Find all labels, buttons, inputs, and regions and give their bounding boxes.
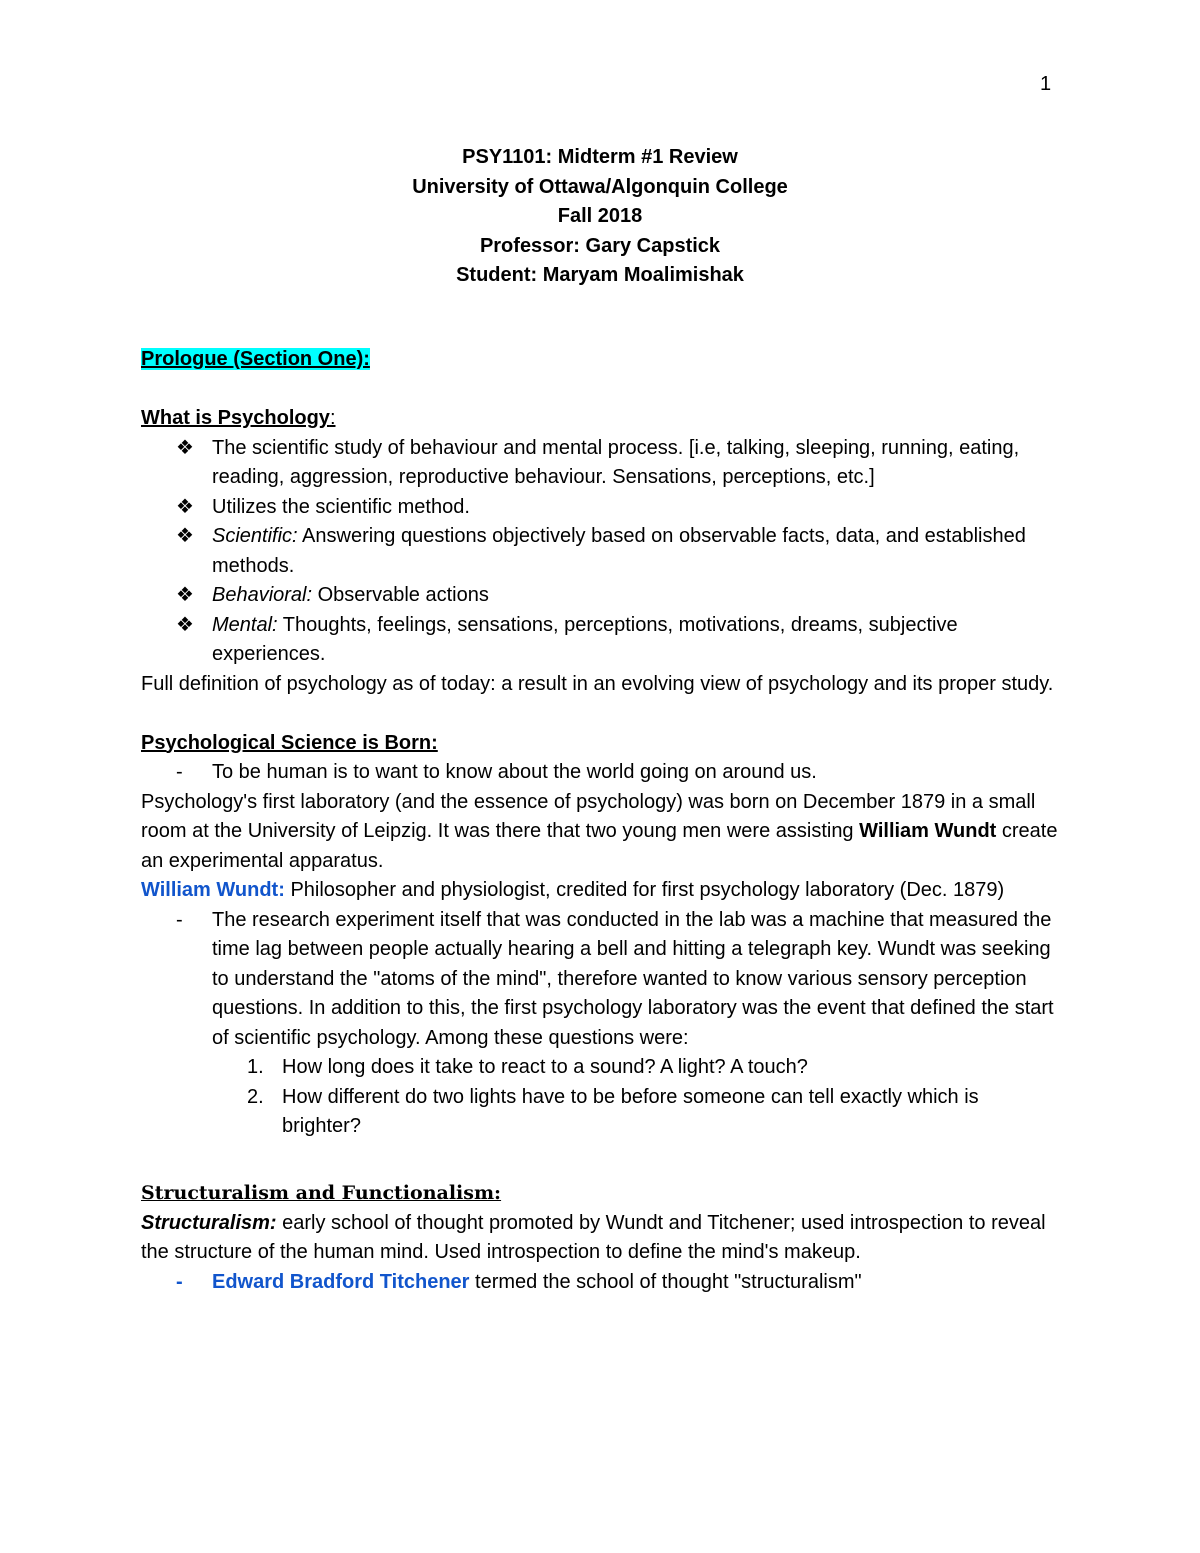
structuralism-heading: Structuralism and Functionalism: bbox=[141, 1182, 502, 1204]
diamond-bullet-icon: ❖ bbox=[176, 584, 194, 606]
numbered-item: 1. How long does it take to react to a sound? A light? A touch? bbox=[247, 1056, 808, 1078]
dash-bullet: - bbox=[176, 761, 183, 783]
document-title-block bbox=[0, 143, 1200, 291]
lab-paragraph: Psychology's first laboratory (and the essence of psychology) was born on December 1879 in a small room at the University of Leipzig. It was there that two young men were assisting William Wundt create an experimental apparatus. bbox=[141, 790, 1058, 872]
course-title: PSY1101: Midterm #1 Review bbox=[462, 146, 738, 168]
numbered-item: 2. How different do two lights have to be before someone can tell exactly which is brighter? bbox=[247, 1085, 979, 1137]
dash-bullet: - bbox=[176, 1270, 183, 1293]
page-number: 1 bbox=[1040, 73, 1052, 95]
institution: University of Ottawa/Algonquin College bbox=[412, 175, 788, 198]
dash-item: - The research experiment itself that was conducted in the lab was a machine that measured the time lag between people actually hearing a bell and hitting a telegraph key. Wundt was seeking to understand the "atoms of the mind", therefore wanted to know various sensory perception questions. In addition to this, the first psychology laboratory was the event that defined the start of scientific psychology. Among these questions were: bbox=[141, 906, 1061, 1054]
structuralism-definition: Structuralism: early school of thought promoted by Wundt and Titchener; used introspection to reveal the structure of the human mind. Used introspection to define the mind's makeup. bbox=[141, 1211, 1046, 1263]
dash-item: - Edward Bradford Titchener termed the school of thought "structuralism" bbox=[141, 1268, 1061, 1298]
diamond-bullet-icon: ❖ bbox=[176, 495, 194, 518]
diamond-bullet-icon: ❖ bbox=[176, 525, 194, 547]
bullet-item: ❖ Mental: Thoughts, feelings, sensations, perceptions, motivations, dreams, subjective experiences. bbox=[141, 611, 1061, 670]
prologue-heading: Prologue (Section One): bbox=[141, 348, 370, 370]
bullet-item: ❖ Scientific: Answering questions objectively based on observable facts, data, and established methods. bbox=[141, 522, 1061, 581]
term: Fall 2018 bbox=[557, 205, 643, 227]
what-is-heading: What is Psychology: bbox=[141, 407, 336, 429]
student: Student: Maryam Moalimishak bbox=[456, 264, 744, 286]
bullet-item: ❖ The scientific study of behaviour and mental process. [i.e, talking, sleeping, running, eating, reading, aggression, reproductive behaviour. Sensations, perceptions, etc.] bbox=[141, 434, 1061, 493]
professor: Professor: Gary Capstick bbox=[479, 234, 721, 257]
science-born-heading: Psychological Science is Born: bbox=[141, 731, 438, 754]
dash-item: - To be human is to want to know about the world going on around us. bbox=[141, 758, 1061, 788]
diamond-bullet-icon: ❖ bbox=[176, 613, 194, 636]
bullet-item: ❖ Behavioral: Observable actions bbox=[141, 581, 1061, 611]
document-body bbox=[141, 345, 1061, 1297]
wundt-definition: William Wundt: Philosopher and physiologist, credited for first psychology laboratory (Dec. 1879) bbox=[141, 879, 1005, 901]
dash-bullet: - bbox=[176, 908, 183, 931]
full-definition: Full definition of psychology as of today: a result in an evolving view of psychology and its proper study. bbox=[141, 672, 1054, 695]
diamond-bullet-icon: ❖ bbox=[176, 436, 194, 459]
bullet-item: ❖ Utilizes the scientific method. bbox=[141, 493, 1061, 523]
